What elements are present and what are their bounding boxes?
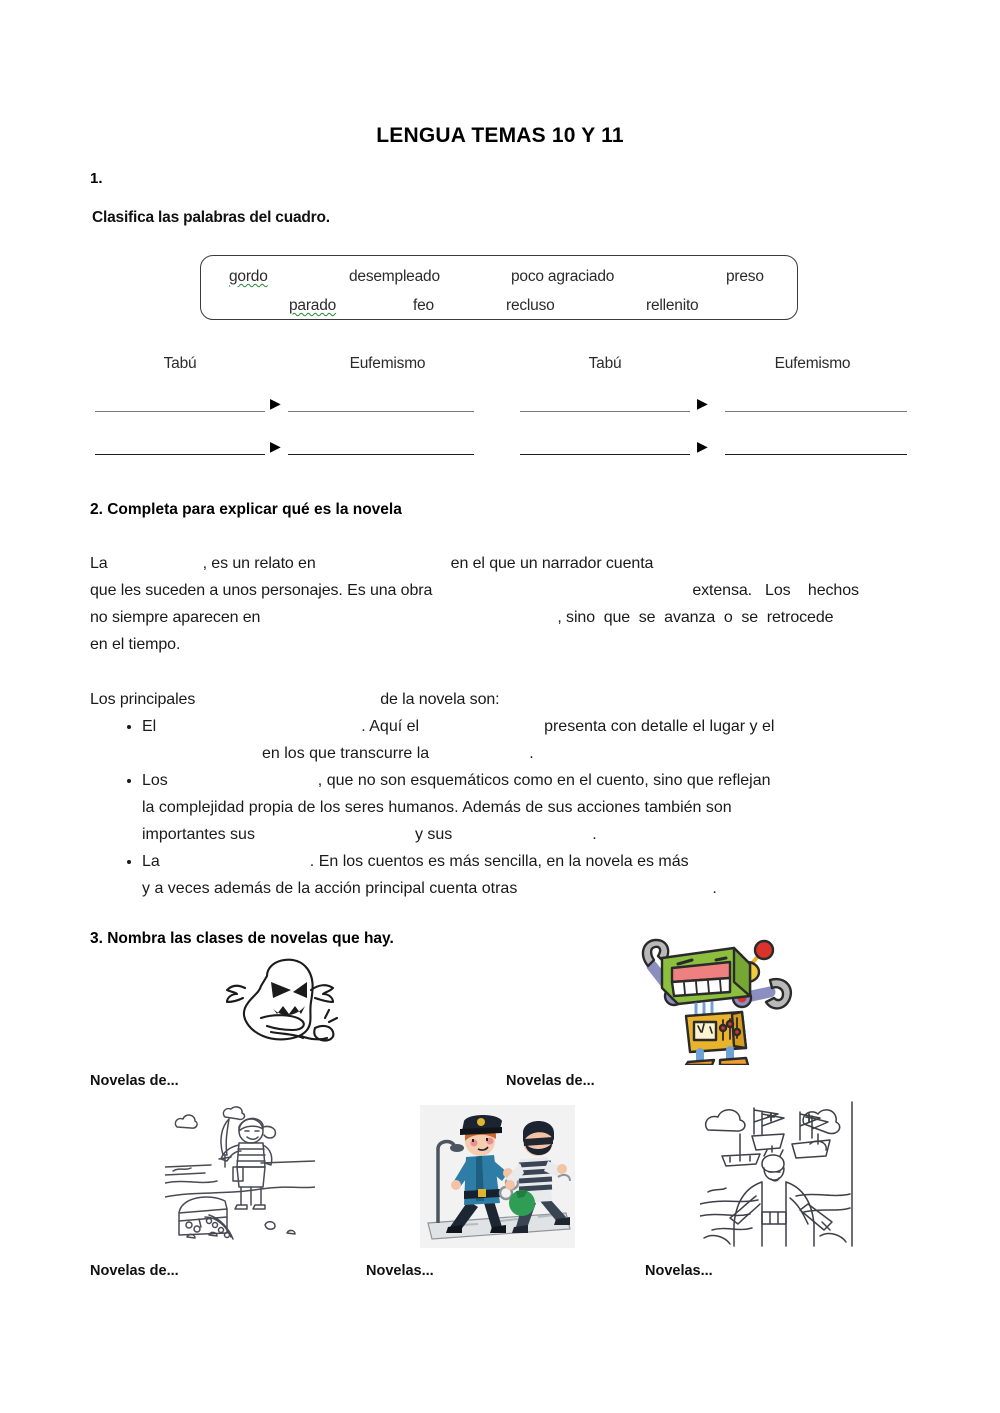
arrow-right-icon-1: ▶ xyxy=(270,395,281,411)
b2-line1-b: , que no son esquemáticos como en el cuento, sino que reflejan xyxy=(317,772,771,789)
answer-line-tabu-1-row-2[interactable] xyxy=(95,454,265,455)
b1-line1-b: . Aquí el xyxy=(361,718,420,735)
exercise-2-heading: 2. Completa para explicar qué es la novela xyxy=(90,501,402,518)
b1-line2-b: . xyxy=(529,745,534,762)
arrow-right-icon-3: ▶ xyxy=(270,438,281,454)
word-bank-box xyxy=(200,255,798,320)
column-header-eufemismo-2: Eufemismo xyxy=(774,355,851,372)
image-label-pirate: Novelas de... xyxy=(90,1263,179,1279)
para-line3-b: , sino que se avanza o se retrocede xyxy=(557,609,834,626)
para-line2-b: extensa. Los hechos xyxy=(692,582,859,599)
word-preso: preso xyxy=(726,268,764,285)
b3-line1-a: La xyxy=(142,853,160,870)
page-title: LENGUA TEMAS 10 Y 11 xyxy=(376,124,624,147)
b3-line2-a: y a veces además de la acción principal cuenta otras xyxy=(142,880,518,897)
word-desempleado: desempleado xyxy=(349,268,440,285)
b1-line1-c: presenta con detalle el lugar y el xyxy=(544,718,775,735)
answer-line-tabu-1-row-1[interactable] xyxy=(95,411,265,412)
column-header-eufemismo-1: Eufemismo xyxy=(349,355,426,372)
explorer-ships-illustration xyxy=(700,1100,860,1248)
answer-line-tabu-2-row-1[interactable] xyxy=(520,411,690,412)
b2-line1-a: Los xyxy=(142,772,168,789)
answer-line-eufemismo-2-row-1[interactable] xyxy=(725,411,907,412)
exercise-3-heading: 3. Nombra las clases de novelas que hay. xyxy=(90,930,394,947)
word-gordo: gordo xyxy=(229,268,268,285)
column-header-tabu-1: Tabú xyxy=(163,355,197,372)
answer-line-eufemismo-2-row-2[interactable] xyxy=(725,454,907,455)
robot-illustration xyxy=(630,920,810,1065)
word-recluso: recluso xyxy=(506,297,555,314)
word-rellenito: rellenito xyxy=(646,297,699,314)
lead-in-a: Los principales xyxy=(90,691,196,708)
answer-line-eufemismo-1-row-1[interactable] xyxy=(288,411,474,412)
exercise-2-lead-in xyxy=(90,686,915,713)
para-line1-c: en el que un narrador cuenta xyxy=(450,555,654,572)
para-line1-b: , es un relato en xyxy=(202,555,316,572)
b2-line3-b: y sus xyxy=(414,826,453,843)
answer-line-eufemismo-1-row-2[interactable] xyxy=(288,454,474,455)
image-label-ghost: Novelas de... xyxy=(90,1073,179,1089)
b2-line2: la complejidad propia de los seres humanos. Además de sus acciones también son xyxy=(142,799,732,816)
arrow-right-icon-2: ▶ xyxy=(697,395,708,411)
word-bank-row-2 xyxy=(201,291,797,321)
b3-line2-b: . xyxy=(712,880,717,897)
word-feo: feo xyxy=(413,297,434,314)
answer-line-tabu-2-row-2[interactable] xyxy=(520,454,690,455)
para-line2-a: que les suceden a unos personajes. Es una obra xyxy=(90,582,433,599)
ghost-illustration xyxy=(215,948,365,1053)
b3-line1-b: . En los cuentos es más sencilla, en la novela es más xyxy=(309,853,689,870)
list-item xyxy=(142,767,937,848)
image-label-robot: Novelas de... xyxy=(506,1073,595,1089)
b1-line2-a: en los que transcurre la xyxy=(262,745,430,762)
b2-line3-a: importantes sus xyxy=(142,826,255,843)
word-bank-row-1 xyxy=(201,262,797,292)
pirate-treasure-illustration xyxy=(165,1105,315,1240)
exercise-2-paragraph xyxy=(90,550,910,658)
para-line4: en el tiempo. xyxy=(90,636,181,653)
lead-in-b: de la novela son: xyxy=(380,691,500,708)
para-line3-a: no siempre aparecen en xyxy=(90,609,261,626)
exercise-2-bullet-list xyxy=(120,713,937,902)
word-parado: parado xyxy=(289,297,337,314)
police-chasing-thief-illustration xyxy=(420,1105,575,1248)
column-header-tabu-2: Tabú xyxy=(588,355,622,372)
b2-line3-c: . xyxy=(592,826,597,843)
arrow-right-icon-4: ▶ xyxy=(697,438,708,454)
b1-line1-a: El xyxy=(142,718,157,735)
exercise-1-number: 1. xyxy=(90,170,103,187)
para-line1-a: La xyxy=(90,555,108,572)
word-poco-agraciado: poco agraciado xyxy=(511,268,615,285)
list-item xyxy=(142,713,937,767)
exercise-1-instruction: Clasifica las palabras del cuadro. xyxy=(92,209,330,226)
image-label-police: Novelas... xyxy=(366,1263,434,1279)
image-label-explorer: Novelas... xyxy=(645,1263,713,1279)
list-item xyxy=(142,848,937,902)
